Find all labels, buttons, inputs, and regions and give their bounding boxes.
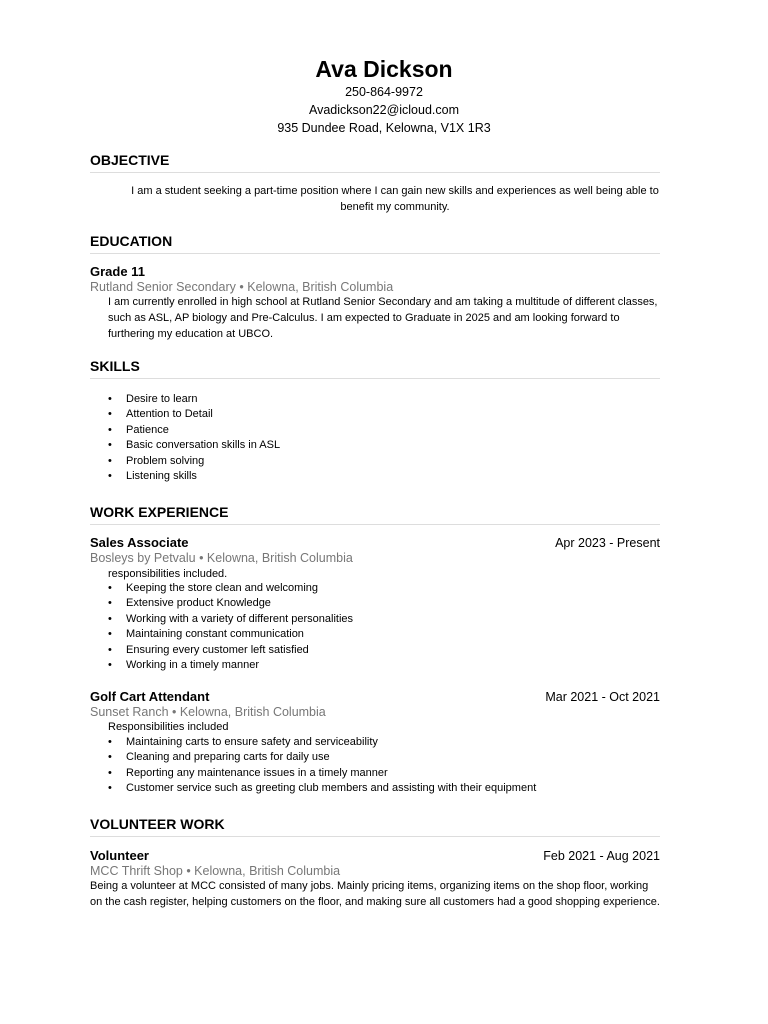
volunteer-work-heading: VOLUNTEER WORK <box>90 815 660 837</box>
job-responsibilities <box>108 581 353 673</box>
job-responsibilities <box>108 735 536 797</box>
job-header <box>90 689 660 705</box>
skills-list <box>108 392 280 484</box>
list-item: • Ensuring every customer left satisfied <box>108 643 309 656</box>
education-entry-title: Grade 11 <box>90 264 145 279</box>
description-line: Being a volunteer at MCC consisted of many jobs. Mainly pricing items, organizing items on the shop floor, working <box>90 880 649 892</box>
skills-heading: SKILLS <box>90 357 660 379</box>
education-school: Rutland Senior Secondary • Kelowna, British Columbia <box>90 280 394 294</box>
objective-line: I am a student seeking a part-time position where I can gain new skills and experiences as well being able to <box>131 185 659 197</box>
description-line: on the cash register, helping customers on the floor, and making sure all customers had a good shopping experience. <box>90 896 660 908</box>
list-item: • Extensive product Knowledge <box>108 597 271 610</box>
list-item: • Basic conversation skills in ASL <box>108 439 281 452</box>
education-heading: EDUCATION <box>90 232 660 254</box>
job-title: Sales Associate <box>90 535 189 550</box>
volunteer-title: Volunteer <box>90 848 149 863</box>
list-item: • Working with a variety of different personalities <box>108 612 354 625</box>
volunteer-entry-header <box>90 848 660 864</box>
list-item: • Cleaning and preparing carts for daily use <box>108 751 330 764</box>
list-item: • Customer service such as greeting club members and assisting with their equipment <box>108 782 537 795</box>
job-title: Golf Cart Attendant <box>90 689 210 704</box>
education-description <box>108 294 658 342</box>
education-entry-header <box>90 264 660 280</box>
volunteer-organization: MCC Thrift Shop • Kelowna, British Columbia <box>90 864 341 878</box>
job-dates: Apr 2023 - Present <box>555 536 660 550</box>
job-dates: Mar 2021 - Oct 2021 <box>545 690 660 704</box>
list-item: • Maintaining carts to ensure safety and serviceability <box>108 736 378 748</box>
job-employer: Bosleys by Petvalu • Kelowna, British Columbia <box>90 551 353 565</box>
job-intro: responsibilities included. <box>108 568 228 580</box>
resume-header <box>0 55 768 137</box>
description-line: furthering my education at UBCO. <box>108 328 274 340</box>
description-line: such as ASL, AP biology and Pre-Calculus. I am expected to Graduate in 2025 and am looking forward to <box>108 312 620 324</box>
volunteer-description <box>90 878 660 910</box>
street-address: 935 Dundee Road, Kelowna, V1X 1R3 <box>277 121 491 135</box>
list-item: • Maintaining constant communication <box>108 628 304 641</box>
list-item: • Working in a timely manner <box>108 659 260 672</box>
list-item: • Listening skills <box>108 470 197 483</box>
list-item: • Desire to learn <box>108 393 198 405</box>
list-item: • Attention to Detail <box>108 408 213 421</box>
objective-line: benefit my community. <box>340 201 450 213</box>
description-line: I am currently enrolled in high school at Rutland Senior Secondary and am taking a multitude of different classes, <box>108 296 658 308</box>
list-item: • Patience <box>108 423 169 436</box>
phone-number: 250-864-9972 <box>345 85 423 99</box>
volunteer-dates: Feb 2021 - Aug 2021 <box>543 849 660 863</box>
work-experience-heading: WORK EXPERIENCE <box>90 503 660 525</box>
list-item: • Keeping the store clean and welcoming <box>108 582 319 594</box>
objective-heading: OBJECTIVE <box>90 151 660 173</box>
job-intro: Responsibilities included <box>108 721 229 733</box>
job-employer: Sunset Ranch • Kelowna, British Columbia <box>90 705 326 719</box>
candidate-name: Ava Dickson <box>315 56 453 82</box>
list-item: • Problem solving <box>108 454 205 467</box>
email-address: Avadickson22@icloud.com <box>308 103 460 117</box>
job-header <box>90 535 660 551</box>
objective-text <box>110 183 680 215</box>
list-item: • Reporting any maintenance issues in a timely manner <box>108 766 388 779</box>
